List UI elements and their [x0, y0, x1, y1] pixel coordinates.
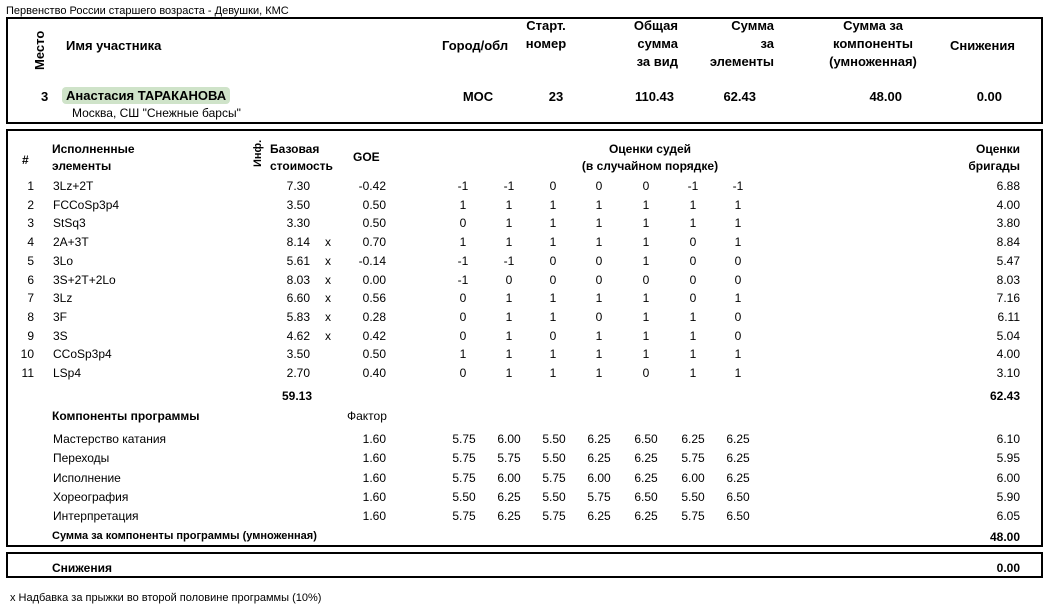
- col-base-value-header: Базовая стоимость: [270, 142, 333, 173]
- element-panel-score: 4.00: [996, 198, 1020, 212]
- element-judge-score: 0: [549, 254, 557, 268]
- element-base-value: 3.30: [286, 216, 310, 230]
- components-sum-label: Сумма за компоненты программы (умноженная): [52, 530, 317, 542]
- element-judge-score: 1: [595, 291, 603, 305]
- element-judge-score: 1: [549, 366, 557, 380]
- col-number-header: #: [22, 153, 29, 167]
- element-judge-score: 1: [734, 198, 742, 212]
- component-factor: 1.60: [362, 432, 386, 446]
- component-judge-score: 6.50: [634, 432, 658, 446]
- element-code: 3Lz: [53, 291, 73, 305]
- component-judge-score: 6.25: [497, 509, 521, 523]
- element-judge-score: 1: [642, 310, 650, 324]
- element-judge-score: 0: [459, 291, 467, 305]
- component-name: Переходы: [53, 451, 110, 465]
- element-number: 10: [20, 347, 34, 361]
- deductions-value: 0.00: [996, 561, 1020, 575]
- element-judge-score: 1: [459, 235, 467, 249]
- skater-start-number: 23: [548, 89, 564, 104]
- element-number: 4: [27, 235, 34, 249]
- component-judge-score: 6.25: [634, 509, 658, 523]
- components-sum-header: Сумма за компоненты (умноженная): [829, 18, 917, 69]
- skater-place: 3: [41, 89, 49, 104]
- element-judge-score: 1: [505, 310, 513, 324]
- component-judge-score: 5.75: [452, 509, 476, 523]
- component-panel-score: 6.10: [996, 432, 1020, 446]
- skater-club: Москва, СШ "Снежные барсы": [72, 106, 241, 120]
- element-base-value: 5.61: [286, 254, 310, 268]
- component-name: Хореография: [53, 490, 129, 504]
- competition-title: Первенство России старшего возраста - Девушки, КМС: [6, 5, 289, 17]
- component-judge-score: 6.25: [634, 471, 658, 485]
- element-number: 9: [27, 329, 34, 343]
- element-judge-score: 1: [734, 216, 742, 230]
- element-base-value: 3.50: [286, 347, 310, 361]
- element-number: 1: [27, 179, 34, 193]
- element-judge-score: 1: [505, 366, 513, 380]
- element-code: 3S: [53, 329, 68, 343]
- component-judge-score: 5.75: [452, 451, 476, 465]
- element-base-value: 7.30: [286, 179, 310, 193]
- element-judge-score: 0: [734, 254, 742, 268]
- factor-header: Фактор: [347, 409, 387, 423]
- component-panel-score: 6.00: [996, 471, 1020, 485]
- component-judge-score: 6.50: [726, 509, 750, 523]
- component-panel-score: 6.05: [996, 509, 1020, 523]
- component-name: Исполнение: [53, 471, 121, 485]
- deductions-label: Снижения: [52, 561, 112, 575]
- component-judge-score: 5.75: [452, 432, 476, 446]
- component-name: Мастерство катания: [53, 432, 167, 446]
- place-header: Место: [32, 30, 47, 70]
- element-judge-score: 1: [689, 198, 697, 212]
- element-judge-score: 1: [549, 235, 557, 249]
- component-panel-score: 5.90: [996, 490, 1020, 504]
- element-goe: 0.50: [362, 347, 386, 361]
- component-judge-score: 6.25: [726, 432, 750, 446]
- skater-city: МОС: [462, 89, 494, 104]
- element-judge-score: 0: [689, 273, 697, 287]
- element-judge-score: 1: [505, 291, 513, 305]
- element-judge-score: 1: [595, 366, 603, 380]
- component-judge-score: 6.25: [726, 451, 750, 465]
- element-goe: 0.50: [362, 198, 386, 212]
- element-judge-score: 1: [642, 347, 650, 361]
- element-judge-score: 1: [689, 366, 697, 380]
- element-judge-score: -1: [732, 179, 744, 193]
- component-judge-score: 6.00: [497, 432, 521, 446]
- component-judge-score: 6.00: [587, 471, 611, 485]
- skater-name: Анастасия ТАРАКАНОВА: [62, 87, 230, 104]
- element-number: 8: [27, 310, 34, 324]
- footnote: x Надбавка за прыжки во второй половине программы (10%): [10, 592, 322, 604]
- element-panel-score: 7.16: [996, 291, 1020, 305]
- elements-sum-header: Сумма за элементы: [709, 18, 774, 69]
- element-judge-score: 0: [459, 329, 467, 343]
- element-goe: -0.42: [358, 179, 386, 193]
- element-bonus-mark: x: [325, 273, 331, 287]
- start-number-header: Старт. номер: [525, 18, 567, 51]
- col-element-header: Исполненные элементы: [52, 142, 135, 173]
- element-judge-score: 1: [642, 198, 650, 212]
- element-goe: 0.40: [362, 366, 386, 380]
- element-judge-score: 0: [549, 329, 557, 343]
- element-goe: 0.50: [362, 216, 386, 230]
- element-judge-score: 1: [595, 235, 603, 249]
- element-number: 7: [27, 291, 34, 305]
- element-judge-score: 0: [595, 254, 603, 268]
- element-goe: 0.42: [362, 329, 386, 343]
- element-judge-score: 1: [734, 291, 742, 305]
- component-judge-score: 5.50: [542, 490, 566, 504]
- component-judge-score: 5.50: [452, 490, 476, 504]
- element-judge-score: 1: [459, 347, 467, 361]
- element-judge-score: 1: [505, 216, 513, 230]
- element-code: FCCoSp3p4: [53, 198, 120, 212]
- component-judge-score: 5.75: [542, 471, 566, 485]
- component-judge-score: 5.75: [497, 451, 521, 465]
- component-judge-score: 5.75: [681, 451, 705, 465]
- component-judge-score: 6.25: [587, 432, 611, 446]
- element-judge-score: 1: [642, 216, 650, 230]
- component-judge-score: 6.25: [681, 432, 705, 446]
- element-judge-score: 1: [642, 329, 650, 343]
- element-judge-score: 1: [505, 198, 513, 212]
- total-score-header: Общая сумма за вид: [633, 18, 678, 69]
- element-judge-score: 1: [642, 235, 650, 249]
- element-bonus-mark: x: [325, 291, 331, 305]
- component-name: Интерпретация: [53, 509, 139, 523]
- element-judge-score: 0: [734, 310, 742, 324]
- col-judges-header: Оценки судей (в случайном порядке): [581, 142, 719, 173]
- element-judge-score: 0: [549, 179, 557, 193]
- skater-deductions: 0.00: [976, 89, 1002, 104]
- component-judge-score: 5.75: [542, 509, 566, 523]
- element-judge-score: -1: [503, 179, 515, 193]
- element-judge-score: 1: [734, 235, 742, 249]
- element-number: 6: [27, 273, 34, 287]
- element-judge-score: 1: [505, 329, 513, 343]
- component-judge-score: 6.25: [497, 490, 521, 504]
- component-judge-score: 6.00: [497, 471, 521, 485]
- element-bonus-mark: x: [325, 329, 331, 343]
- component-factor: 1.60: [362, 509, 386, 523]
- element-judge-score: 1: [595, 216, 603, 230]
- component-judge-score: 5.75: [681, 509, 705, 523]
- element-code: StSq3: [53, 216, 86, 230]
- element-judge-score: 0: [642, 366, 650, 380]
- component-judge-score: 6.00: [681, 471, 705, 485]
- element-judge-score: 1: [689, 310, 697, 324]
- element-judge-score: 1: [505, 235, 513, 249]
- element-judge-score: 1: [689, 347, 697, 361]
- element-panel-score: 4.00: [996, 347, 1020, 361]
- element-number: 11: [21, 366, 34, 380]
- element-judge-score: 0: [689, 235, 697, 249]
- component-judge-score: 6.25: [587, 451, 611, 465]
- col-info-header: Инф.: [252, 139, 264, 167]
- col-goe-header: GOE: [353, 150, 380, 164]
- element-judge-score: -1: [457, 254, 469, 268]
- element-judge-score: 0: [734, 273, 742, 287]
- element-judge-score: 1: [734, 347, 742, 361]
- element-judge-score: 0: [595, 273, 603, 287]
- element-base-value: 3.50: [286, 198, 310, 212]
- component-judge-score: 5.50: [681, 490, 705, 504]
- city-header: Город/обл: [442, 38, 509, 53]
- element-judge-score: 1: [595, 329, 603, 343]
- component-judge-score: 6.25: [587, 509, 611, 523]
- element-judge-score: 0: [459, 310, 467, 324]
- deductions-box: [6, 552, 1043, 578]
- element-panel-score: 3.80: [996, 216, 1020, 230]
- component-judge-score: 6.25: [634, 451, 658, 465]
- element-base-value: 6.60: [286, 291, 310, 305]
- element-judge-score: -1: [687, 179, 699, 193]
- element-bonus-mark: x: [325, 235, 331, 249]
- deductions-header: Снижения: [950, 38, 1015, 53]
- element-number: 5: [27, 254, 34, 268]
- element-code: 3Lz+2T: [53, 179, 94, 193]
- element-judge-score: 1: [734, 366, 742, 380]
- elements-score-total: 62.43: [989, 389, 1020, 403]
- element-panel-score: 3.10: [996, 366, 1020, 380]
- skater-components-sum: 48.00: [869, 89, 902, 104]
- element-judge-score: 0: [459, 366, 467, 380]
- element-goe: 0.70: [362, 235, 386, 249]
- skater-total-score: 110.43: [634, 89, 674, 104]
- component-judge-score: 5.75: [452, 471, 476, 485]
- element-goe: -0.14: [358, 254, 386, 268]
- component-judge-score: 6.50: [726, 490, 750, 504]
- component-judge-score: 6.50: [634, 490, 658, 504]
- element-judge-score: 1: [549, 216, 557, 230]
- element-base-value: 8.14: [286, 235, 310, 249]
- name-header: Имя участника: [66, 38, 162, 53]
- element-judge-score: 1: [549, 347, 557, 361]
- element-base-value: 5.83: [286, 310, 310, 324]
- element-judge-score: 0: [595, 310, 603, 324]
- element-judge-score: 1: [549, 310, 557, 324]
- element-judge-score: -1: [457, 179, 469, 193]
- element-judge-score: 1: [595, 347, 603, 361]
- element-judge-score: 0: [689, 291, 697, 305]
- element-base-value: 2.70: [286, 366, 310, 380]
- element-code: LSp4: [53, 366, 82, 380]
- element-judge-score: 1: [689, 329, 697, 343]
- element-judge-score: 0: [642, 273, 650, 287]
- element-panel-score: 5.47: [996, 254, 1020, 268]
- element-judge-score: 1: [642, 291, 650, 305]
- components-title: Компоненты программы: [52, 409, 200, 423]
- element-number: 3: [27, 216, 34, 230]
- element-code: 3F: [53, 310, 68, 324]
- element-panel-score: 6.88: [996, 179, 1020, 193]
- element-bonus-mark: x: [325, 310, 331, 324]
- base-value-total: 59.13: [281, 389, 312, 403]
- element-goe: 0.28: [362, 310, 386, 324]
- component-factor: 1.60: [362, 490, 386, 504]
- element-judge-score: 1: [459, 198, 467, 212]
- element-judge-score: 0: [549, 273, 557, 287]
- component-judge-score: 5.75: [587, 490, 611, 504]
- col-panel-header: Оценки бригады: [968, 142, 1020, 173]
- components-sum-value: 48.00: [989, 530, 1020, 544]
- element-judge-score: 0: [642, 179, 650, 193]
- element-panel-score: 5.04: [996, 329, 1020, 343]
- element-judge-score: 0: [505, 273, 513, 287]
- element-panel-score: 8.03: [996, 273, 1020, 287]
- element-base-value: 8.03: [286, 273, 310, 287]
- element-judge-score: -1: [457, 273, 469, 287]
- component-factor: 1.60: [362, 471, 386, 485]
- element-base-value: 4.62: [286, 329, 310, 343]
- element-judge-score: 1: [549, 291, 557, 305]
- element-bonus-mark: x: [325, 254, 331, 268]
- element-judge-score: 1: [549, 198, 557, 212]
- element-judge-score: 0: [689, 254, 697, 268]
- element-judge-score: 1: [505, 347, 513, 361]
- element-judge-score: -1: [503, 254, 515, 268]
- element-judge-score: 1: [689, 216, 697, 230]
- element-code: 3Lo: [53, 254, 74, 268]
- element-goe: 0.00: [362, 273, 386, 287]
- element-code: 3S+2T+2Lo: [53, 273, 116, 287]
- component-judge-score: 5.50: [542, 432, 566, 446]
- element-judge-score: 0: [734, 329, 742, 343]
- element-panel-score: 6.11: [997, 310, 1020, 324]
- element-number: 2: [27, 198, 34, 212]
- component-judge-score: 5.50: [542, 451, 566, 465]
- element-panel-score: 8.84: [996, 235, 1020, 249]
- element-goe: 0.56: [362, 291, 386, 305]
- element-judge-score: 0: [595, 179, 603, 193]
- component-factor: 1.60: [362, 451, 386, 465]
- element-judge-score: 1: [595, 198, 603, 212]
- skater-elements-sum: 62.43: [723, 89, 756, 104]
- component-judge-score: 6.25: [726, 471, 750, 485]
- element-judge-score: 0: [459, 216, 467, 230]
- element-judge-score: 1: [642, 254, 650, 268]
- component-panel-score: 5.95: [996, 451, 1020, 465]
- element-code: 2A+3T: [53, 235, 89, 249]
- element-code: CCoSp3p4: [53, 347, 112, 361]
